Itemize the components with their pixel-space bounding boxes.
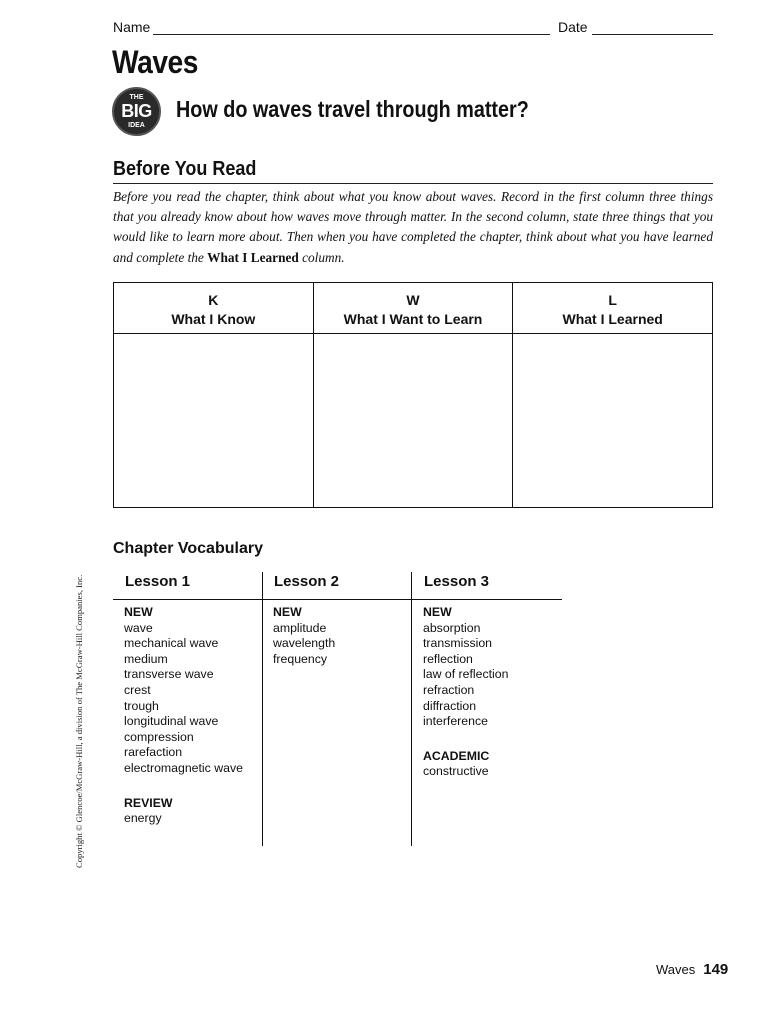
vocab-term: medium	[124, 651, 168, 666]
kwl-label: What I Want to Learn	[343, 311, 483, 327]
date-field[interactable]	[592, 34, 713, 35]
big-idea-icon-bottom: IDEA	[128, 122, 145, 129]
kwl-letter: K	[208, 292, 219, 308]
page-number: 149	[703, 961, 729, 978]
vocab-term: wavelength	[273, 636, 336, 651]
big-idea-icon-mid: BIG	[121, 101, 152, 121]
kwl-cell-learned[interactable]	[513, 334, 712, 507]
kwl-letter: W	[406, 292, 420, 308]
vocab-term: interference	[423, 714, 488, 729]
vocab-term: wave	[124, 620, 153, 635]
vocab-term: mechanical wave	[124, 636, 219, 651]
kwl-table	[113, 282, 713, 508]
vocabulary-title: Chapter Vocabulary	[113, 540, 263, 557]
vocab-term: rarefaction	[124, 745, 183, 760]
vocab-term: constructive	[423, 764, 489, 779]
instructions-part1: Before you read the chapter, think about what you know about waves. Record in the first column three things that you already know about how waves move through matter. In the second column, state three things that you would like to learn more about. Then when you have completed the chapter, think about what you have learned and complete the	[113, 189, 713, 265]
vocab-term: compression	[124, 729, 194, 744]
vocab-category: NEW	[273, 605, 302, 619]
vocab-category: ACADEMIC	[423, 748, 490, 763]
vocab-term: energy	[124, 811, 162, 826]
vocab-term: amplitude	[273, 620, 327, 635]
lesson-1-vocab	[124, 605, 243, 827]
big-idea-icon	[112, 87, 161, 136]
vocab-term: electromagnetic wave	[124, 760, 243, 775]
lesson-divider	[262, 572, 263, 846]
kwl-cell-want[interactable]	[314, 334, 513, 507]
lesson-1-heading: Lesson 1	[125, 573, 191, 590]
vocab-category: NEW	[124, 605, 153, 619]
big-idea-question: How do waves travel through matter?	[176, 96, 529, 122]
name-field[interactable]	[153, 34, 550, 35]
copyright-notice: Copyright © Glencoe/McGraw-Hill, a division of The McGraw-Hill Companies, Inc.	[74, 574, 84, 868]
vocab-term: diffraction	[423, 698, 477, 713]
lesson-2-heading: Lesson 2	[274, 573, 340, 590]
instructions-bold: What I Learned	[207, 249, 299, 265]
vocab-term: reflection	[423, 651, 473, 666]
instructions-part2: column.	[298, 249, 345, 265]
name-date-row	[113, 18, 713, 38]
kwl-cell-know[interactable]	[114, 334, 313, 507]
vocab-term: frequency	[273, 651, 328, 666]
kwl-column-know	[114, 283, 314, 507]
section-divider	[113, 183, 713, 184]
kwl-column-want	[314, 283, 514, 507]
big-idea-icon-top: THE	[129, 94, 144, 101]
vocab-term: longitudinal wave	[124, 714, 219, 729]
kwl-header-learned	[513, 283, 712, 334]
vocab-term: law of reflection	[423, 667, 509, 682]
kwl-label: What I Learned	[562, 311, 663, 327]
before-you-read-heading: Before You Read	[113, 158, 257, 180]
lessons-rule	[113, 599, 562, 600]
kwl-header-want	[314, 283, 513, 334]
page-footer	[656, 961, 728, 978]
lesson-3-heading: Lesson 3	[424, 573, 490, 590]
vocab-term: transmission	[423, 636, 493, 651]
vocab-term: crest	[124, 682, 151, 697]
vocab-category: REVIEW	[124, 795, 173, 810]
kwl-column-learned	[513, 283, 712, 507]
vocab-term: transverse wave	[124, 667, 214, 682]
kwl-header-know	[114, 283, 313, 334]
lesson-2-vocab	[273, 605, 335, 667]
vocab-category: NEW	[423, 605, 452, 619]
vocab-term: absorption	[423, 620, 481, 635]
vocab-term: refraction	[423, 682, 475, 697]
kwl-letter: L	[608, 292, 617, 308]
footer-chapter: Waves	[656, 962, 696, 977]
lesson-3-vocab	[423, 605, 508, 780]
kwl-label: What I Know	[171, 311, 256, 327]
date-label: Date	[558, 19, 588, 35]
instructions-text	[113, 187, 713, 268]
lesson-divider	[411, 572, 412, 846]
name-label: Name	[113, 19, 151, 35]
vocab-term: trough	[124, 698, 159, 713]
page-title: Waves	[112, 44, 198, 80]
